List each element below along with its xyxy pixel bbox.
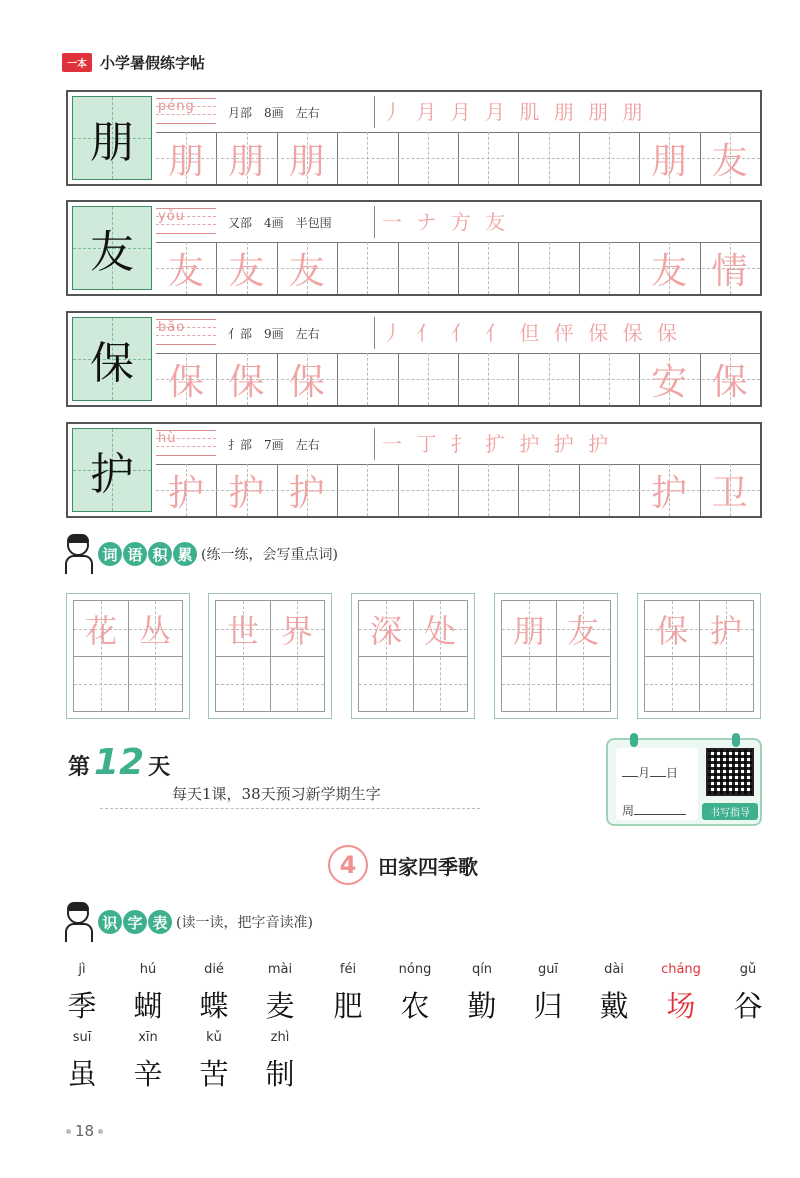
- model-char: 朋: [90, 117, 134, 168]
- trace-char: 护: [167, 472, 204, 514]
- literacy-pinyin: guī: [537, 962, 559, 977]
- pinyin: bǎo: [158, 320, 186, 335]
- divider: [100, 808, 480, 809]
- pinyin: hù: [158, 431, 177, 446]
- trace-word-char: 卫: [711, 472, 748, 514]
- literacy-char: 季: [67, 989, 97, 1023]
- literacy-item: [518, 962, 578, 1025]
- brand-badge: 一本: [62, 53, 92, 72]
- practice-row: [66, 200, 762, 296]
- trace-char: 保: [228, 361, 265, 403]
- literacy-item: [385, 962, 445, 1025]
- vocab-char: 界: [280, 611, 313, 650]
- vocab-word-box[interactable]: [66, 593, 190, 719]
- literacy-char: 场: [666, 989, 696, 1023]
- pinyin-line: [156, 92, 216, 132]
- trace-char: 友: [228, 250, 265, 292]
- book-header: [62, 52, 205, 72]
- vocab-word-box[interactable]: [494, 593, 618, 719]
- literacy-char: 制: [265, 1057, 295, 1091]
- structure: 半包围: [295, 216, 332, 230]
- structure: 左右: [295, 438, 320, 452]
- stroke-order: 一 ナ 方 友: [382, 210, 510, 234]
- trace-word-char: 保: [711, 361, 748, 403]
- trace-char: 朋: [228, 140, 265, 182]
- vocab-char: 护: [709, 611, 742, 650]
- section-title-char: 词: [98, 542, 122, 566]
- vocab-char: 友: [566, 611, 599, 650]
- literacy-item: [651, 962, 711, 1025]
- literacy-item: [184, 962, 244, 1025]
- writing-guide-label: 书写指导: [702, 803, 758, 820]
- vocab-char: 深: [369, 611, 402, 650]
- student-icon: [62, 902, 96, 942]
- literacy-pinyin: jì: [78, 962, 86, 977]
- radical: 又部: [228, 216, 253, 230]
- section-title-char: 积: [148, 542, 172, 566]
- practice-row: [66, 311, 762, 407]
- section-title-char: 表: [148, 910, 172, 934]
- trace-char: 护: [228, 472, 265, 514]
- section-title-char: 语: [123, 542, 147, 566]
- model-char-cell: [72, 206, 152, 290]
- vocab-char: 朋: [512, 611, 545, 650]
- literacy-pinyin: mài: [267, 962, 293, 977]
- qr-code-icon[interactable]: [706, 748, 754, 796]
- vocab-char: 丛: [138, 611, 171, 650]
- practice-row: [66, 90, 762, 186]
- trace-char: 友: [167, 250, 204, 292]
- literacy-item: [718, 962, 778, 1025]
- literacy-item: [250, 1030, 310, 1093]
- literacy-char: 戴: [599, 989, 629, 1023]
- lesson-title: 田家四季歌: [378, 854, 478, 879]
- pinyin-line: [156, 202, 216, 242]
- char-info: [228, 325, 320, 342]
- trace-word-char: 护: [651, 472, 688, 514]
- literacy-char: 苦: [199, 1057, 229, 1091]
- trace-word-char: 朋: [651, 140, 688, 182]
- literacy-char: 肥: [333, 989, 363, 1023]
- stroke-count: 4画: [264, 216, 284, 230]
- radical: 扌部: [228, 438, 253, 452]
- literacy-char: 归: [533, 989, 563, 1023]
- literacy-pinyin: kǔ: [206, 1030, 222, 1045]
- student-icon: [62, 534, 96, 574]
- trace-char: 保: [288, 361, 325, 403]
- literacy-pinyin: xīn: [138, 1030, 158, 1045]
- trace-char: 朋: [288, 140, 325, 182]
- model-char: 护: [90, 449, 134, 500]
- model-char-cell: [72, 96, 152, 180]
- vocab-note: (练一练，会写重点词): [201, 547, 338, 563]
- literacy-item: [452, 962, 512, 1025]
- literacy-pinyin: cháng: [661, 962, 701, 977]
- week-line: 周: [622, 802, 686, 819]
- date-line: 月 日: [622, 764, 678, 781]
- literacy-item: [250, 962, 310, 1025]
- radical: 亻部: [228, 327, 253, 341]
- radical: 月部: [228, 106, 253, 120]
- book-title: 小学暑假练字帖: [100, 53, 206, 72]
- literacy-char: 农: [400, 989, 430, 1023]
- vocab-char: 花: [84, 611, 117, 650]
- vocab-word-box[interactable]: [208, 593, 332, 719]
- page-number: 18: [66, 1122, 103, 1140]
- pinyin-line: [156, 424, 216, 464]
- literacy-pinyin: gǔ: [739, 962, 757, 977]
- literacy-section-header: [62, 902, 313, 942]
- lesson-number: 4: [328, 845, 368, 885]
- day-subtitle: 每天1课，38天预习新学期生字: [172, 785, 381, 803]
- structure: 左右: [295, 327, 320, 341]
- literacy-char: 勤: [467, 989, 497, 1023]
- structure: 左右: [295, 106, 320, 120]
- literacy-item: [318, 962, 378, 1025]
- day-number: 12: [94, 742, 145, 783]
- trace-word-char: 安: [651, 361, 688, 403]
- literacy-char: 谷: [733, 989, 763, 1023]
- literacy-pinyin: dài: [604, 962, 624, 977]
- literacy-pinyin: suī: [72, 1030, 92, 1045]
- literacy-item: [52, 962, 112, 1025]
- literacy-item: [118, 962, 178, 1025]
- literacy-pinyin: dié: [204, 962, 224, 977]
- model-char-cell: [72, 317, 152, 401]
- practice-row: [66, 422, 762, 518]
- section-title-char: 累: [173, 542, 197, 566]
- literacy-char: 蝴: [133, 989, 163, 1023]
- stroke-count: 9画: [264, 327, 284, 341]
- literacy-note: (读一读，把字音读准): [176, 915, 313, 931]
- literacy-pinyin: zhì: [270, 1030, 290, 1045]
- literacy-pinyin: qín: [471, 962, 493, 977]
- vocab-word-box[interactable]: [637, 593, 761, 719]
- literacy-char: 虽: [67, 1057, 97, 1091]
- char-info: [228, 436, 320, 453]
- literacy-item: [118, 1030, 178, 1093]
- trace-char: 朋: [167, 140, 204, 182]
- literacy-pinyin: féi: [339, 962, 357, 977]
- literacy-char: 辛: [133, 1057, 163, 1091]
- stroke-order: 丿 月 月 月 肌 朋 朋 朋: [382, 100, 647, 124]
- day-title: 第 12 天: [68, 742, 171, 783]
- literacy-item: [584, 962, 644, 1025]
- char-info: [228, 214, 332, 231]
- literacy-char: 麦: [265, 989, 295, 1023]
- trace-char: 护: [288, 472, 325, 514]
- literacy-pinyin: hú: [139, 962, 157, 977]
- stroke-count: 8画: [264, 106, 284, 120]
- vocab-section-header: [62, 534, 338, 574]
- vocab-char: 处: [423, 611, 456, 650]
- trace-word-char: 友: [711, 140, 748, 182]
- stroke-order: 丿 亻 亻 亻 但 伻 保 保 保: [382, 321, 681, 345]
- lesson-heading: [328, 845, 478, 885]
- pinyin-line: [156, 313, 216, 353]
- trace-char: 保: [167, 361, 204, 403]
- model-char-cell: [72, 428, 152, 512]
- date-card: [606, 738, 762, 826]
- model-char: 友: [90, 227, 134, 278]
- trace-word-char: 情: [711, 250, 748, 292]
- vocab-char: 保: [655, 611, 688, 650]
- literacy-char: 蝶: [199, 989, 229, 1023]
- stroke-count: 7画: [264, 438, 284, 452]
- trace-word-char: 友: [651, 250, 688, 292]
- pinyin: péng: [158, 99, 195, 114]
- char-info: [228, 104, 320, 121]
- trace-char: 友: [288, 250, 325, 292]
- section-title-char: 识: [98, 910, 122, 934]
- vocab-word-box[interactable]: [351, 593, 475, 719]
- literacy-item: [52, 1030, 112, 1093]
- literacy-item: [184, 1030, 244, 1093]
- stroke-order: 一 丁 扌 扩 护 护 护: [382, 432, 613, 456]
- pinyin: yǒu: [158, 209, 185, 224]
- vocab-char: 世: [226, 611, 259, 650]
- model-char: 保: [90, 338, 134, 389]
- section-title-char: 字: [123, 910, 147, 934]
- literacy-pinyin: nóng: [398, 962, 432, 977]
